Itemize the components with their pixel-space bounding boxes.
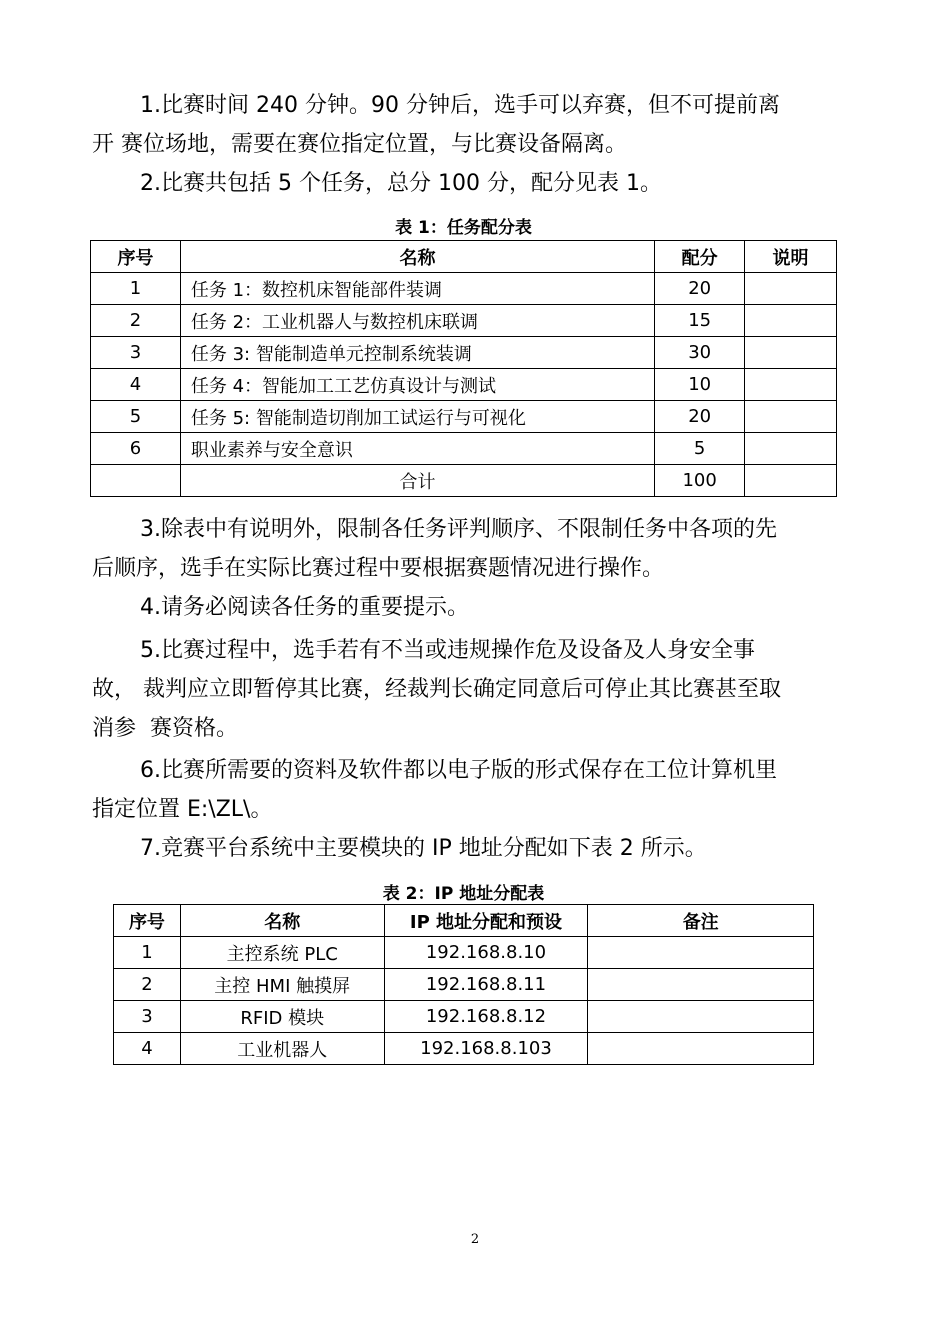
cell-note bbox=[745, 337, 837, 369]
cell-score: 15 bbox=[655, 305, 745, 337]
table-2-caption: 表 2：IP 地址分配表 bbox=[382, 884, 545, 904]
cell-index: 1 bbox=[91, 273, 181, 305]
cell-note bbox=[745, 273, 837, 305]
cell-note bbox=[745, 369, 837, 401]
paragraph-3 bbox=[92, 510, 852, 588]
cell-score: 5 bbox=[655, 433, 745, 465]
cell-note bbox=[745, 401, 837, 433]
paragraph-6-line-2: 指定位置 E:\ZL\。 bbox=[92, 797, 273, 822]
table-row bbox=[91, 369, 837, 401]
cell-index: 4 bbox=[91, 369, 181, 401]
cell-index: 2 bbox=[114, 969, 181, 1001]
cell-ip: 192.168.8.10 bbox=[384, 937, 588, 969]
header-remark: 备注 bbox=[588, 905, 814, 937]
table-row bbox=[91, 433, 837, 465]
table-row bbox=[91, 337, 837, 369]
table-row bbox=[114, 937, 814, 969]
table-1-caption: 表 1：任务配分表 bbox=[395, 218, 532, 238]
table-row bbox=[114, 1001, 814, 1033]
table-header-row bbox=[91, 241, 837, 273]
cell-index: 1 bbox=[114, 937, 181, 969]
cell-name: 任务 4：智能加工工艺仿真设计与测试 bbox=[180, 369, 654, 401]
table-row bbox=[91, 401, 837, 433]
cell-remark bbox=[588, 937, 814, 969]
cell-ip: 192.168.8.11 bbox=[384, 969, 588, 1001]
paragraph-1-line-2: 开 赛位场地，需要在赛位指定位置，与比赛设备隔离。 bbox=[92, 132, 627, 157]
paragraph-2 bbox=[92, 164, 852, 203]
cell-index: 3 bbox=[114, 1001, 181, 1033]
cell-name: 任务 5: 智能制造切削加工试运行与可视化 bbox=[180, 401, 654, 433]
table-total-row bbox=[91, 465, 837, 497]
cell-name: RFID 模块 bbox=[180, 1001, 384, 1033]
header-name: 名称 bbox=[180, 241, 654, 273]
paragraph-4 bbox=[92, 588, 852, 627]
paragraph-2-line-1: 2.比赛共包括 5 个任务，总分 100 分，配分见表 1。 bbox=[140, 171, 662, 196]
total-label: 合计 bbox=[180, 465, 654, 497]
cell-note bbox=[745, 433, 837, 465]
cell-score: 10 bbox=[655, 369, 745, 401]
cell-ip: 192.168.8.12 bbox=[384, 1001, 588, 1033]
cell-name: 任务 3: 智能制造单元控制系统装调 bbox=[180, 337, 654, 369]
paragraph-5-line-1: 5.比赛过程中，选手若有不当或违规操作危及设备及人身安全事 bbox=[140, 638, 755, 663]
paragraph-5-line-2: 故， 裁判应立即暂停其比赛，经裁判长确定同意后可停止其比赛甚至取 bbox=[92, 677, 781, 702]
cell-note bbox=[745, 465, 837, 497]
cell-remark bbox=[588, 1001, 814, 1033]
paragraph-5-line-3: 消参 赛资格。 bbox=[92, 716, 238, 741]
table-row bbox=[91, 305, 837, 337]
paragraph-4-line-1: 4.请务必阅读各任务的重要提示。 bbox=[140, 595, 469, 620]
table-row bbox=[114, 969, 814, 1001]
cell-index: 5 bbox=[91, 401, 181, 433]
cell-name: 任务 1：数控机床智能部件装调 bbox=[180, 273, 654, 305]
table-header-row bbox=[114, 905, 814, 937]
cell-name: 工业机器人 bbox=[180, 1033, 384, 1065]
total-score: 100 bbox=[655, 465, 745, 497]
paragraph-7 bbox=[92, 829, 852, 868]
page-number: 2 bbox=[470, 1232, 480, 1247]
paragraph-7-line-1: 7.竞赛平台系统中主要模块的 IP 地址分配如下表 2 所示。 bbox=[140, 836, 707, 861]
cell-score: 30 bbox=[655, 337, 745, 369]
header-index: 序号 bbox=[91, 241, 181, 273]
paragraph-5 bbox=[92, 631, 852, 748]
cell-name: 任务 2：工业机器人与数控机床联调 bbox=[180, 305, 654, 337]
paragraph-3-line-1: 3.除表中有说明外，限制各任务评判顺序、不限制任务中各项的先 bbox=[140, 517, 777, 542]
cell-index bbox=[91, 465, 181, 497]
header-ip: IP 地址分配和预设 bbox=[384, 905, 588, 937]
paragraph-3-line-2: 后顺序，选手在实际比赛过程中要根据赛题情况进行操作。 bbox=[92, 556, 665, 581]
paragraph-6-line-1: 6.比赛所需要的资料及软件都以电子版的形式保存在工位计算机里 bbox=[140, 758, 777, 783]
header-score: 配分 bbox=[655, 241, 745, 273]
cell-name: 职业素养与安全意识 bbox=[180, 433, 654, 465]
cell-name: 主控 HMI 触摸屏 bbox=[180, 969, 384, 1001]
cell-index: 4 bbox=[114, 1033, 181, 1065]
cell-remark bbox=[588, 969, 814, 1001]
paragraph-1 bbox=[92, 86, 852, 164]
header-index: 序号 bbox=[114, 905, 181, 937]
paragraph-6 bbox=[92, 751, 852, 829]
table-row bbox=[114, 1033, 814, 1065]
ip-address-table bbox=[113, 904, 814, 1065]
cell-index: 3 bbox=[91, 337, 181, 369]
cell-name: 主控系统 PLC bbox=[180, 937, 384, 969]
cell-score: 20 bbox=[655, 273, 745, 305]
cell-index: 6 bbox=[91, 433, 181, 465]
cell-score: 20 bbox=[655, 401, 745, 433]
task-score-table bbox=[90, 240, 837, 497]
paragraph-1-line-1: 1.比赛时间 240 分钟。90 分钟后，选手可以弃赛，但不可提前离 bbox=[140, 93, 780, 118]
table-row bbox=[91, 273, 837, 305]
cell-remark bbox=[588, 1033, 814, 1065]
cell-ip: 192.168.8.103 bbox=[384, 1033, 588, 1065]
header-note: 说明 bbox=[745, 241, 837, 273]
cell-index: 2 bbox=[91, 305, 181, 337]
cell-note bbox=[745, 305, 837, 337]
header-name: 名称 bbox=[180, 905, 384, 937]
